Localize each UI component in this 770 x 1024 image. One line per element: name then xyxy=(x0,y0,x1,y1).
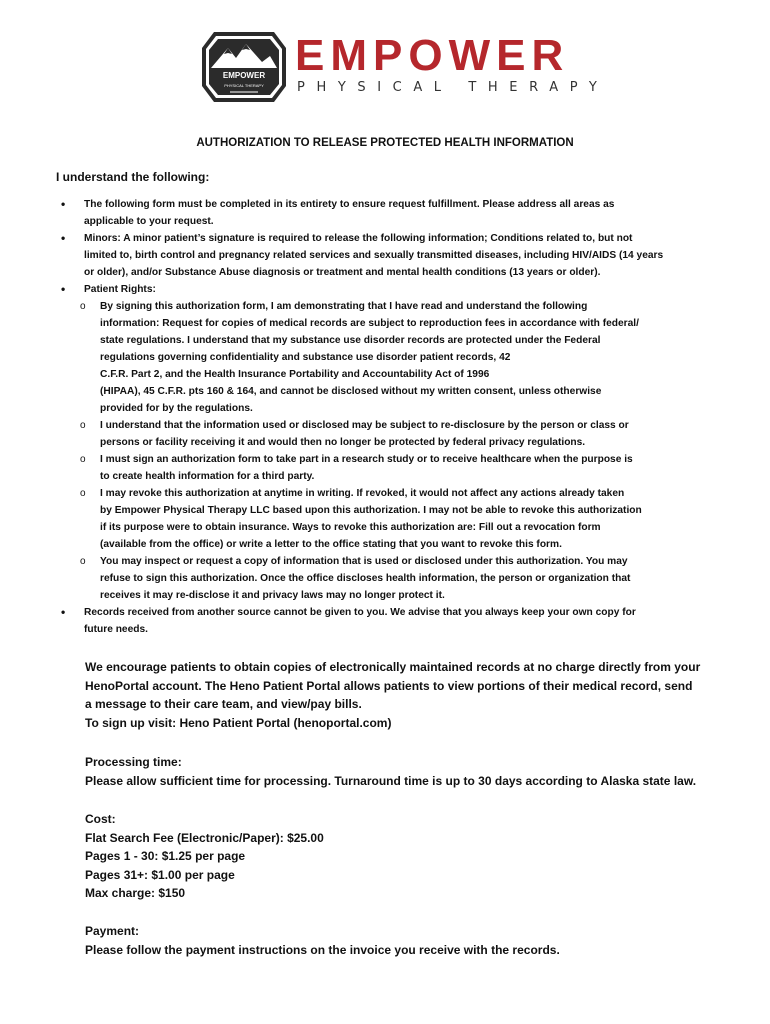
document-title: AUTHORIZATION TO RELEASE PROTECTED HEALTH INFORMATION xyxy=(196,137,574,149)
sub-list-item: o I may revoke this authorization at anytime in writing. If revoked, it would not affect any actions already taken by Empower Physical Therapy LLC based upon this authorization. I may not be able to revoke this authorization if its purpose were to obtain insurance. Ways to revoke this authorization are: Fill out a revocation form (available from the office) or write a letter to the office stating that you want to revoke this form. xyxy=(56,485,716,553)
sub-list-item: o I understand that the information used or disclosed may be subject to re-disclosure by the person or class or persons or facility receiving it and would then no longer be protected by federal privacy regulations. xyxy=(56,417,716,451)
portal-section: We encourage patients to obtain copies of electronically maintained records at no charge directly from your HenoPortal account. The Heno Patient Portal allows patients to view portions of their medical record, send a message to their care team, and view/pay bills. To sign up visit: Heno Patient Portal (henoportal.com) xyxy=(85,660,701,730)
sub-list-item: o I must sign an authorization form to take part in a research study or to receive healthcare when the purpose is to create health information for a third party. xyxy=(56,451,716,485)
cost-heading: Cost: xyxy=(85,812,116,826)
terms-list xyxy=(56,196,716,638)
list-item: • Records received from another source cannot be given to you. We advise that you always keep your own copy for future needs. xyxy=(56,604,716,638)
list-item: • Minors: A minor patient’s signature is required to release the following information; Conditions related to, but not limited to, birth control and pregnancy related services and sexually transmitted diseases, including HIV/AIDS (14 years or older), and/or Substance Abuse diagnosis or treatment and mental health conditions (13 years or older). xyxy=(56,230,716,281)
patient-rights-list xyxy=(56,298,716,604)
intro-heading: I understand the following: xyxy=(56,170,210,184)
payment-section xyxy=(85,922,725,959)
mountain-badge-icon xyxy=(200,28,288,106)
payment-text: Please follow the payment instructions on the invoice you receive with the records. xyxy=(85,942,560,957)
processing-heading: Processing time: xyxy=(85,755,182,769)
sub-list-item: o You may inspect or request a copy of information that is used or disclosed under this authorization. You may refuse to sign this authorization. Once the office discloses health information, the person or organization that receives it may re-disclose it and privacy laws may no longer protect it. xyxy=(56,553,716,604)
sub-list-item: o By signing this authorization form, I am demonstrating that I have read and understand the following information: Request for copies of medical records are subject to reproduction fees in accordance with federal/ state regulations. I understand that my substance use disorder records are protected under the Federal regulations governing confidentiality and substance use disorder patient records, 42 C.F.R. Part 2, and the Health Insurance Portability and Accountability Act of 1996 (HIPAA), 45 C.F.R. pts 160 & 164, and cannot be disclosed without my written consent, unless otherwise provided for by the regulations. xyxy=(56,298,716,417)
brand-name: EMPOWER xyxy=(295,31,570,80)
list-item-patient-rights: • Patient Rights: xyxy=(56,281,716,298)
payment-heading: Payment: xyxy=(85,924,140,938)
processing-text: Please allow sufficient time for processing. Turnaround time is up to 30 days according to Alaska state law. xyxy=(85,773,697,788)
processing-section xyxy=(85,753,725,790)
brand-subtitle: PHYSICAL THERAPY xyxy=(297,80,609,95)
svg-text:EMPOWER: EMPOWER xyxy=(222,71,266,80)
svg-text:PHYSICAL THERAPY: PHYSICAL THERAPY xyxy=(224,83,264,88)
empower-logo xyxy=(200,28,609,108)
cost-section: Cost: Flat Search Fee (Electronic/Paper): $25.00 Pages 1 - 30: $1.25 per page Pages 31+: $1.00 per page Max charge: $150 xyxy=(85,810,725,903)
list-item: • The following form must be completed in its entirety to ensure request fulfillment. Please address all areas as applicable to your request. xyxy=(56,196,716,230)
